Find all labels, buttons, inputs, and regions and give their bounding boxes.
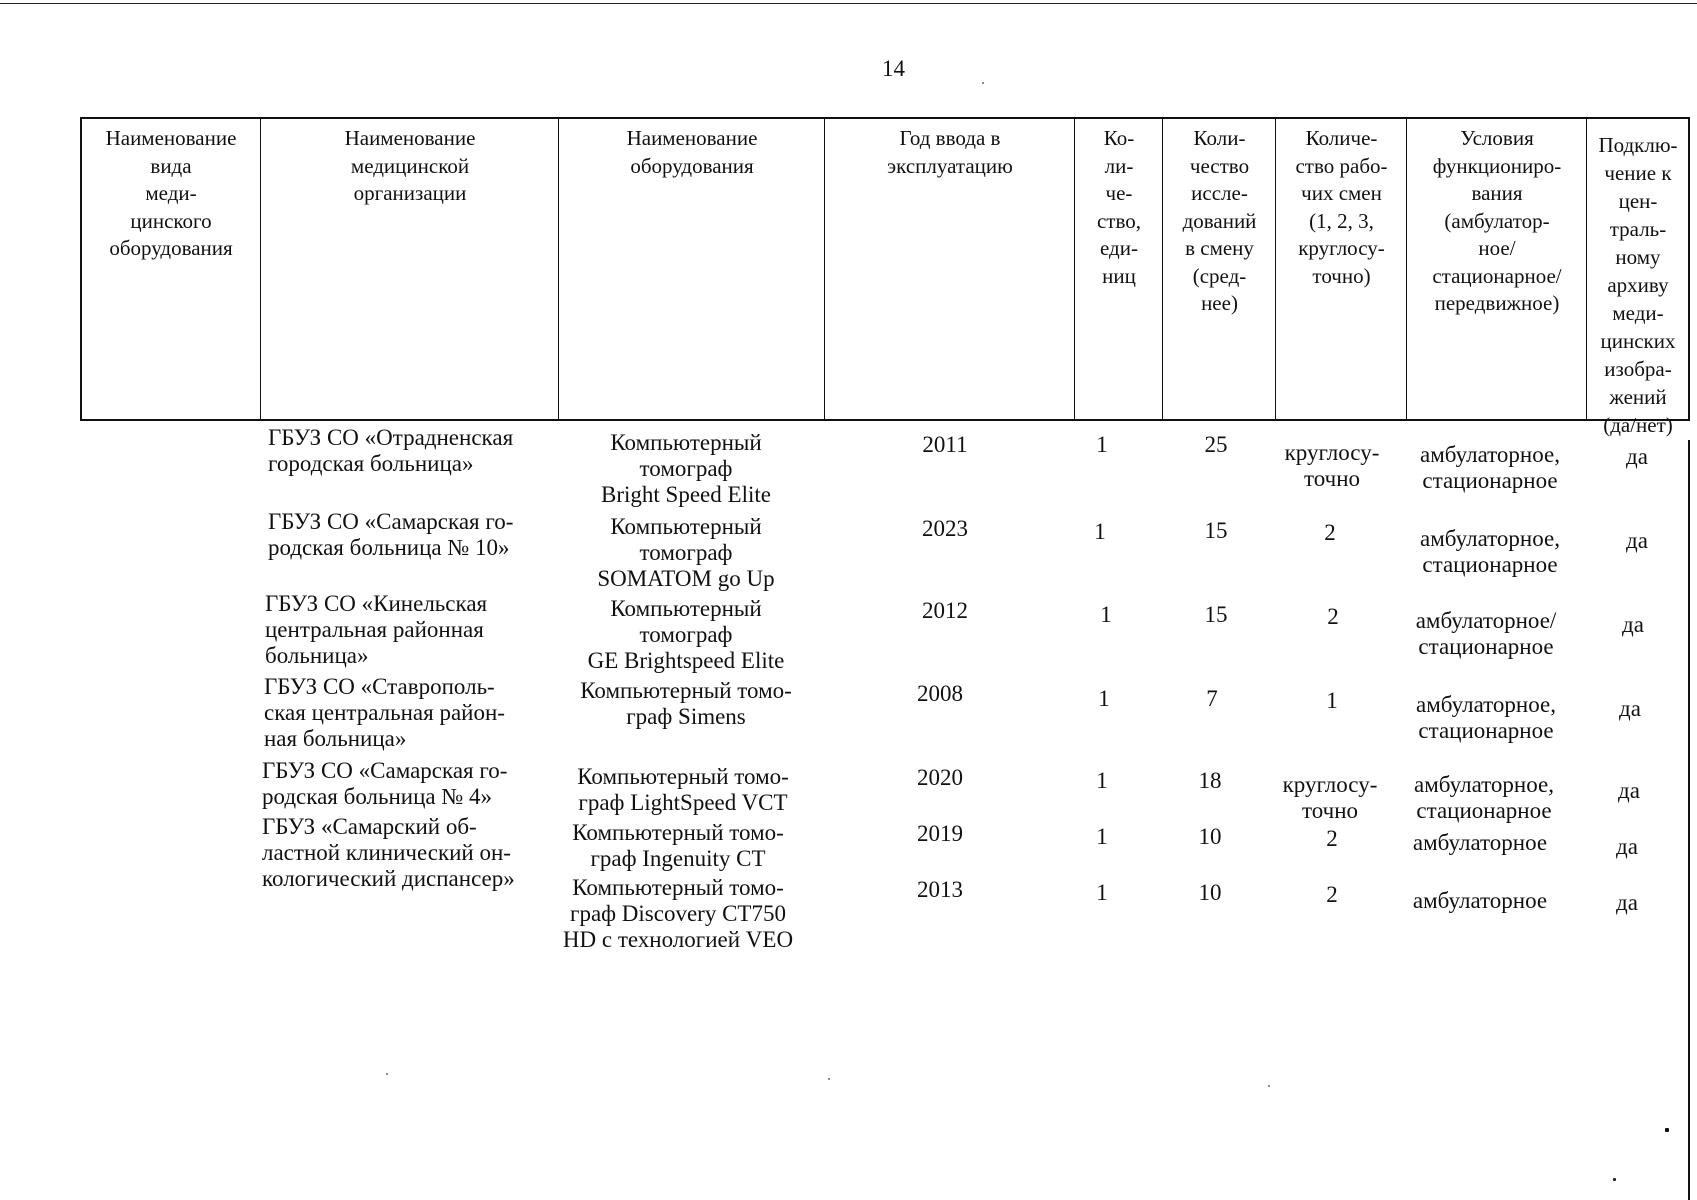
row-archive: да [1626,444,1648,469]
header-divider [1586,119,1587,419]
row-conditions: амбулаторное/ стационарное [1415,608,1557,659]
row-shifts: 1 [1326,688,1338,713]
row-count: 1 [1100,602,1112,627]
row-shifts: 2 [1324,520,1336,545]
row-archive: да [1626,528,1648,553]
row-shifts: круглосу- точно [1282,772,1378,823]
row-conditions: амбулаторное [1412,888,1548,913]
header-divider [1162,119,1163,419]
table-header [80,117,1690,437]
row-year: 2012 [922,598,968,623]
row-studies: 25 [1204,432,1228,457]
row-count: 1 [1096,768,1108,793]
header-divider [824,119,825,419]
scan-speck [386,1073,388,1075]
row-year: 2023 [922,516,968,541]
header-studies: Коли- чество иссле- дований в смену (сред- нее) [1182,126,1257,315]
header-shifts: Количе- ство рабо- чих смен (1, 2, 3, круглосу- точно) [1295,126,1388,288]
row-organization: ГБУЗ «Самарский об- ластной клинический он- кологический диспансер» [262,814,515,891]
row-equipment: Компьютерный томо- граф LightSpeed VCT [577,764,789,815]
header-equipment-name: Наименование оборудования [626,126,758,178]
row-studies: 7 [1206,686,1218,711]
row-equipment: Компьютерный томо- граф Discovery CT750 HD с технологией VEO [562,875,794,952]
header-year: Год ввода в эксплуатацию [887,126,1013,178]
row-studies: 15 [1204,602,1228,627]
row-shifts: круглосу- точно [1284,440,1380,491]
row-organization: ГБУЗ СО «Самарская го- родская больница № 10» [268,509,514,560]
header-equipment-type: Наименование вида меди- цинского оборудования [105,126,237,260]
row-conditions: амбулаторное, стационарное [1416,692,1556,743]
row-organization: ГБУЗ СО «Кинельская центральная районная больница» [265,591,488,668]
page-number: 14 [882,56,905,81]
header-archive: Подклю- чение к цен- траль- ному архиву меди- цинских изобра- жений (да/нет) [1598,133,1678,437]
row-archive: да [1616,890,1638,915]
row-organization: ГБУЗ СО «Ставрополь- ская центральная район- ная больница» [264,674,505,751]
row-year: 2020 [917,765,963,790]
header-divider [1275,119,1276,419]
scan-speck [982,82,984,84]
row-year: 2008 [917,681,963,706]
header-divider [558,119,559,419]
scan-speck [1665,1128,1669,1132]
row-shifts: 2 [1326,882,1338,907]
row-count: 1 [1098,686,1110,711]
row-studies: 18 [1198,768,1222,793]
scan-speck [828,1078,830,1080]
row-archive: да [1616,834,1638,859]
row-equipment: Компьютерный томограф GE Brightspeed Elite [587,596,785,673]
scan-speck [1268,1085,1270,1087]
row-archive: да [1619,696,1641,721]
row-studies: 10 [1198,880,1222,905]
row-studies: 10 [1198,824,1222,849]
right-edge-rule [1688,440,1690,1200]
row-studies: 15 [1204,518,1228,543]
row-organization: ГБУЗ СО «Самарская го- родская больница № 4» [262,758,508,809]
row-conditions: амбулаторное, стационарное [1414,772,1554,823]
top-rule [0,3,1697,4]
header-count: Ко- ли- че- ство, еди- ниц [1096,126,1142,288]
row-conditions: амбулаторное, стационарное [1420,442,1560,493]
scan-speck [1613,1178,1616,1181]
row-count: 1 [1096,824,1108,849]
row-equipment: Компьютерный томограф Bright Speed Elite [601,430,771,507]
header-divider [260,119,261,419]
row-equipment: Компьютерный томо- граф Ingenuity CT [572,820,784,871]
row-conditions: амбулаторное, стационарное [1420,526,1560,577]
row-shifts: 2 [1327,604,1339,629]
row-archive: да [1622,612,1644,637]
header-divider [1406,119,1407,419]
row-count: 1 [1096,432,1108,457]
row-count: 1 [1096,880,1108,905]
header-organization: Наименование медицинской организации [344,126,476,205]
header-divider [1074,119,1075,419]
row-organization: ГБУЗ СО «Отрадненская городская больница» [268,425,514,476]
header-conditions: Условия функциониро- вания (амбулатор- ное/ стационарное/ передвижное) [1432,126,1562,315]
row-equipment: Компьютерный томо- граф Simens [580,678,792,729]
row-year: 2019 [917,821,963,846]
row-count: 1 [1094,519,1106,544]
row-equipment: Компьютерный томограф SOMATOM go Up [597,514,775,591]
row-archive: да [1618,778,1640,803]
row-shifts: 2 [1326,826,1338,851]
row-conditions: амбулаторное [1412,830,1548,855]
row-year: 2011 [922,432,968,457]
row-year: 2013 [917,877,963,902]
